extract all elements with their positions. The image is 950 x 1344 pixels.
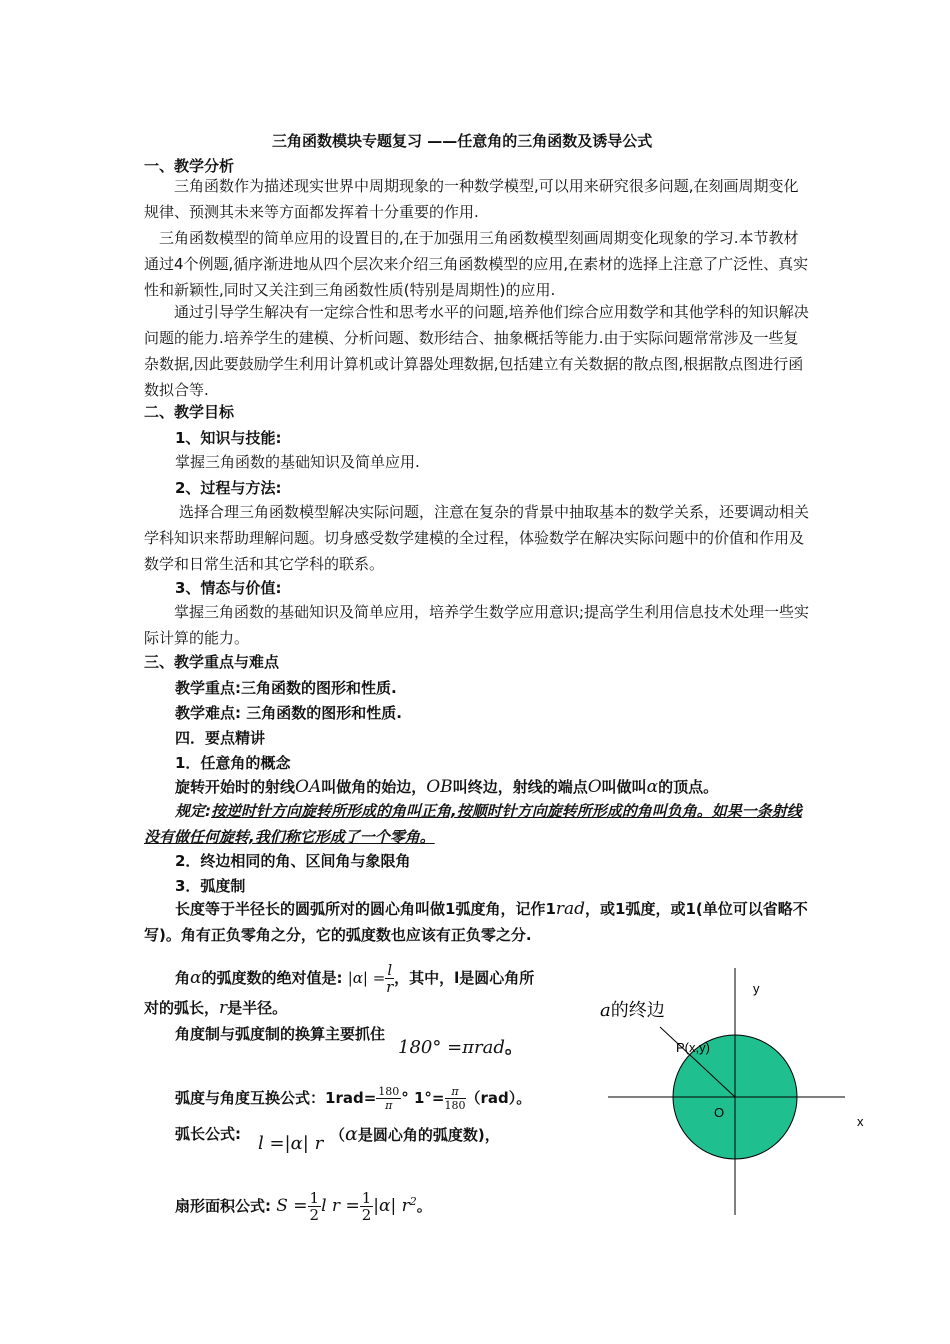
goal-process-heading: 2、过程与方法: [175, 479, 282, 497]
one-half-fraction-2: $\frac{1}{2}$ [361, 1189, 372, 1224]
one-half-fraction-1: $\frac{1}{2}$ [309, 1189, 320, 1224]
analysis-paragraph-2: 三角函数模型的简单应用的设置目的,在于加强用三角函数模型刻画周期变化现象的学习.本节教材通过4个例题,循序渐进地从四个层次来介绍三角函数模型的应用,在素材的选择上注意了广泛性、真实性和新颖性,同时又关注到三角函数性质(特别是周期性)的应用. [144, 229, 809, 299]
section-heading-goals: 二、教学目标 [144, 403, 235, 421]
absolute-radian-line-2: 对的弧长，r是半径。 [144, 998, 288, 1018]
unit-circle-figure [590, 960, 880, 1240]
analysis-paragraph-1: 三角函数作为描述现实世界中周期现象的一种数学模型,可以用来研究很多问题,在刻画周期变化规律、预测其未来等方面都发挥着十分重要的作用. [144, 177, 799, 221]
document-title: 三角函数模块专题复习 ——任意角的三角函数及诱导公式 [272, 132, 653, 150]
radian-definition: 长度等于半径长的圆弧所对的圆心角叫做1弧度角，记作1rad，或1弧度，或1(单位可以省略不写)。角有正负零角之分，它的弧度数也应该有正负零之分. [144, 899, 808, 944]
point-p-label: P(x,y) [676, 1040, 710, 1055]
sector-area-line: 扇形面积公式: S = $\frac{1}{2}$ l r = $\frac{1}{2}$ |α| $r^2$。 [175, 1189, 432, 1224]
difficulty-text: 教学难点: 三角函数的图形和性质. [175, 704, 402, 722]
goal-value-text: 掌握三角函数的基础知识及简单应用，培养学生数学应用意识;提高学生利用信息技术处理一些实际计算的能力。 [144, 603, 810, 647]
y-axis-label: y [753, 981, 760, 996]
point-o: O [587, 777, 602, 797]
goal-process-text: 选择合理三角函数模型解决实际问题，注意在复杂的背景中抽取基本的数学关系，还要调动相关学科知识来帮助理解问题。切身感受数学建模的全过程，体验数学在解决实际问题中的价值和作用及数学和日常生活和其它学科的联系。 [144, 503, 810, 573]
ray-ob: OB [426, 777, 453, 797]
arc-length-formula: l =|α| r [258, 1133, 324, 1154]
rad-unit: rad [555, 899, 586, 919]
section-heading-essentials: 四．要点精讲 [175, 729, 266, 747]
goal-knowledge-heading: 1、知识与技能: [175, 429, 282, 447]
conversion-swap-line: 弧度与角度互换公式：1rad= $\frac{180}{\pi}$ ° 1°= $\frac{\pi}{180}$ （rad）。 [175, 1085, 532, 1112]
analysis-paragraph-3: 通过引导学生解决有一定综合性和思考水平的问题,培养他们综合应用数学和其他学科的知识解决问题的能力.培养学生的建模、分析问题、数形结合、抽象概括等能力.由于实际问题常常涉及一些复杂数据,因此要鼓励学生利用计算机或计算器处理数据,包括建立有关数据的散点图,根据散点图进行函数拟合等. [144, 303, 809, 399]
arc-length-note: （α是圆心角的弧度数)， [330, 1123, 500, 1145]
abs-alpha-formula: |α| = [347, 969, 386, 987]
rule-paragraph [144, 798, 812, 850]
section-heading-key-points: 三、教学重点与难点 [144, 653, 280, 671]
section-heading-analysis: 一、教学分析 [144, 157, 235, 175]
item-radian-measure: 3．弧度制 [175, 877, 246, 895]
origin-label: O [714, 1105, 725, 1120]
alpha-symbol: α [646, 777, 659, 797]
rule-label: 规定: [175, 802, 211, 820]
terminal-side-label: a的终边 [600, 1000, 665, 1021]
ray-oa: OA [295, 777, 322, 797]
conversion-line-text: 角度制与弧度制的换算主要抓住 [175, 1025, 386, 1043]
pi-over-180-fraction: $\frac{\pi}{180}$ [444, 1085, 466, 1112]
goal-value-heading: 3、情态与价值: [175, 579, 282, 597]
item-coterminal-angles: 2．终边相同的角、区间角与象限角 [175, 852, 411, 870]
rule-text: 按逆时针方向旋转所形成的角叫正角,按顺时针方向旋转所形成的角叫负角。如果一条射线没有做任何旋转,我们称它形成了一个零角。 [144, 802, 802, 846]
180-over-pi-fraction: $\frac{180}{\pi}$ [378, 1085, 400, 1112]
key-point-text: 教学重点:三角函数的图形和性质. [175, 679, 397, 697]
absolute-radian-line: 角α的弧度数的绝对值是: |α| = $\frac{l}{r}$ ，其中，l是圆心角所 [175, 961, 535, 996]
goal-knowledge-text: 掌握三角函数的基础知识及简单应用. [175, 453, 420, 471]
item-arbitrary-angle: 1．任意角的概念 [175, 754, 291, 772]
conversion-formula: 180° =πrad。 [398, 1037, 523, 1058]
arbitrary-angle-definition: 旋转开始时的射线OA叫做角的始边，OB叫终边，射线的端点O叫做叫α的顶点。 [175, 777, 719, 797]
l-over-r-fraction: $\frac{l}{r}$ [386, 961, 394, 996]
arc-length-label: 弧长公式: [175, 1125, 241, 1143]
x-axis-label: x [857, 1114, 864, 1129]
